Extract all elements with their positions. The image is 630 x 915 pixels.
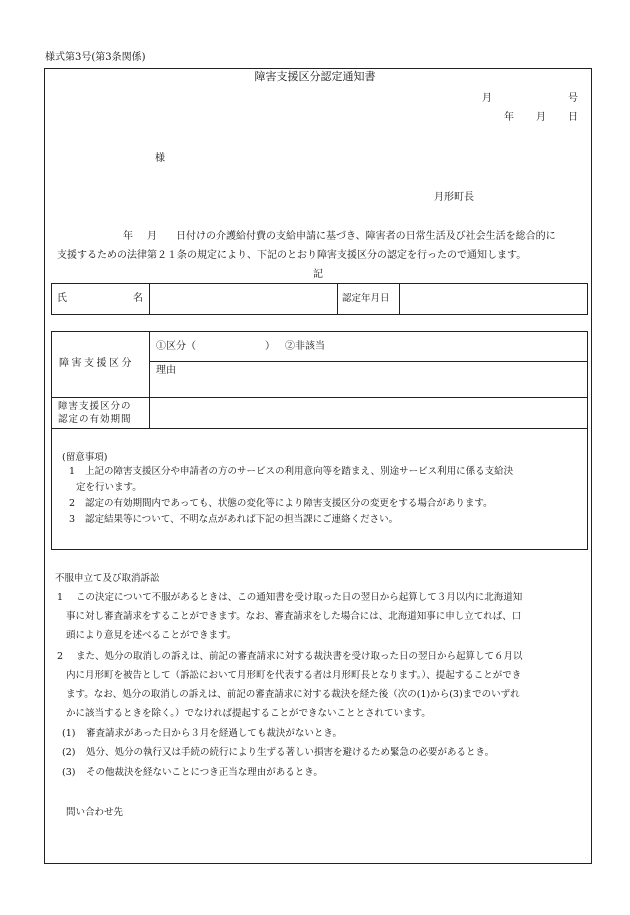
contact-label: 問い合わせ先 (66, 807, 124, 818)
appeal-sub-1-text: 審査請求があった日から３月を経過しても裁決がないとき。 (86, 728, 343, 739)
appeal-sub-2-num: (2) (62, 747, 76, 758)
body-line-1: 日付けの介護給付費の支給申請に基づき、障害者の日常生活及び社会生活を総合的に (176, 231, 556, 242)
form-number-label: 様式第3号(第3条関係) (45, 52, 146, 63)
option-kubun-close: ） (265, 341, 275, 352)
appeal-p2-num: 2 (57, 651, 64, 662)
document-title: 障害支援区分認定通知書 (254, 70, 376, 83)
certification-date-label: 認定年月日 (342, 293, 390, 304)
option-kubun: ①区分（ (156, 341, 196, 352)
reason-label: 理由 (156, 365, 176, 376)
body-month: 月 (147, 231, 157, 242)
appeal-p1-line-2: 事に対し審査請求をすることができます。なお、審査請求をした場合には、北海道知事に申し立てれば、口 (66, 611, 522, 622)
appeal-p1-line-1: この決定について不服があるときは、この通知書を受け取った日の翌日から起算して３月以内に北海道知 (76, 592, 523, 603)
appeal-p2-line-1: また、処分の取消しの訴えは、前記の審査請求に対する裁決書を受け取った日の翌日から起算して６月以 (76, 651, 523, 662)
note-1-num: 1 (69, 466, 76, 477)
body-line-2: 支援するための法律第２１条の規定により、下記のとおり障害支援区分の認定を行ったので通知します。 (57, 250, 527, 261)
appeal-p2-line-4: かに該当するときを除く。）でなければ提起することができないこととされています。 (66, 708, 431, 719)
number-month: 月 (482, 93, 492, 104)
appeal-heading: 不服申立て及び取消訴訟 (55, 573, 160, 584)
note-3-num: 3 (69, 514, 76, 525)
date-year: 年 (504, 112, 514, 123)
note-1-line-2: 定を行います。 (76, 482, 142, 493)
name-label-char: 氏 (57, 293, 67, 304)
notes-heading: (留意事項) (62, 452, 108, 463)
note-1-line-1: 上記の障害支援区分や申請者の方のサービスの利用意向等を踏まえ、別途サービス利用に係る支給決 (85, 466, 514, 477)
name-label-char: 名 (133, 293, 143, 304)
date-day: 日 (568, 112, 578, 123)
name-label (57, 292, 143, 306)
note-2-line-1: 認定の有効期間内であっても、状態の変化等により障害支援区分の変更をする場合があります。 (85, 498, 493, 509)
body-year: 年 (123, 231, 133, 242)
category-label: 障害支援区分 (59, 358, 134, 369)
appeal-p2-line-2: 内に月形町を被告として（訴訟において月形町を代表する者は月形町長となります。）、提起することができ (66, 670, 522, 681)
issuer: 月形町長 (434, 192, 474, 203)
appeal-sub-2-text: 処分、処分の執行又は手続の続行により生ずる著しい損害を避けるため緊急の必要があるとき。 (86, 747, 495, 758)
note-3-line-1: 認定結果等について、不明な点があれば下記の担当課にご連絡ください。 (85, 514, 399, 525)
appeal-sub-3-num: (3) (62, 767, 76, 778)
appeal-sub-3-text: その他裁決を経ないことにつき正当な理由があるとき。 (86, 767, 323, 778)
appeal-sub-1-num: (1) (62, 728, 76, 739)
number-go: 号 (568, 93, 578, 104)
appeal-p1-line-3: 頭により意見を述べることができます。 (66, 630, 237, 641)
note-2-num: 2 (69, 498, 76, 509)
validity-label-line-1: 障害支援区分の (58, 401, 132, 412)
appeal-p1-num: 1 (57, 592, 64, 603)
option-hi-gaito: ②非該当 (285, 341, 325, 352)
appeal-p2-line-3: ます。なお、処分の取消しの訴えは、前記の審査請求に対する裁決を経た後（次の(1)から(3)までのいずれ (66, 689, 520, 700)
date-month: 月 (536, 112, 546, 123)
ki-label: 記 (313, 269, 323, 280)
validity-label-line-2: 認定の有効期間 (58, 414, 132, 425)
addressee-suffix: 様 (155, 153, 165, 164)
